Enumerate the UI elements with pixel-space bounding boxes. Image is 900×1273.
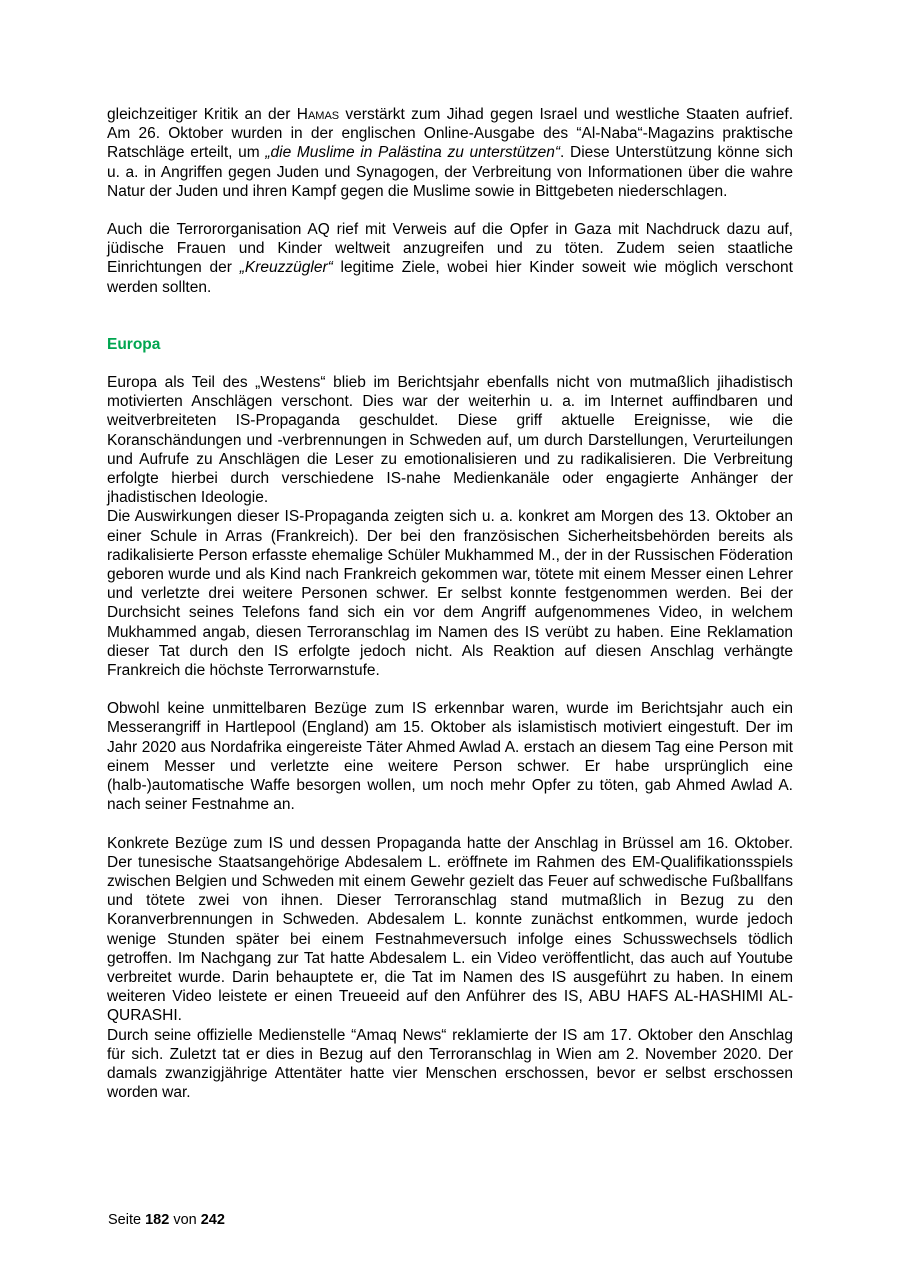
- spacer: [107, 680, 793, 699]
- paragraph-hamas-naba: gleichzeitiger Kritik an der Hamas verstärkt zum Jihad gegen Israel und westliche Staaten aufrief. Am 26. Oktober wurden in der englischen Online-Ausgabe des “Al-Naba“-Magazins praktische Ratschläge erteilt, um „die Muslime in Palästina zu unterstützen“. Diese Unterstützung könne sich u. a. in Angriffen gegen Juden und Synagogen, der Verbreitung von Informationen über die wahre Natur der Juden und ihren Kampf gegen die Muslime sowie in Bittgebeten niederschlagen.: [107, 106, 794, 200]
- paragraph-europa-intro: Europa als Teil des „Westens“ blieb im Berichtsjahr ebenfalls nicht von mutmaßlich jihadistisch motivierten Anschlägen verschont. Dies war der weiterhin u. a. im Internet auffindbaren und weitverbreiteten IS-Propaganda geschuldet. Diese griff aktuelle Ereignisse, wie die Koranschändungen und -verbrennungen in Schweden auf, um durch Darstellungen, Verurteilungen und Aufrufe zu Anschlägen die Leser zu emotionalisieren und zu radikalisieren. Die Verbreitung erfolgte hierbei durch verschiedene IS-nahe Medienkanäle oder engagierte Anhänger der jhadistischen Ideologie.: [107, 374, 793, 507]
- spacer: [107, 297, 793, 335]
- paragraph-bruessel: Konkrete Bezüge zum IS und dessen Propaganda hatte der Anschlag in Brüssel am 16. Oktober. Der tunesische Staatsangehörige Abdesalem L. eröffnete im Rahmen des EM-Qualifikationsspiels zwischen Belgien und Schweden mit einem Gewehr gezielt das Feuer auf schwedische Fußballfans und tötete zwei von ihnen. Dieser Terroranschlag stand mutmaßlich in Bezug zu den Koranverbrennungen in Schweden. Abdesalem L. konnte zunächst entkommen, wurde jedoch wenige Stunden später bei einem Festnahmeversuch infolge eines Schusswechsels tödlich getroffen. Im Nachgang zur Tat hatte Abdesalem L. ein Video veröffentlicht, das auch auf Youtube verbreitet wurde. Darin behauptete er, die Tat im Namen des IS ausgeführt zu haben. In einem weiteren Video leistete er einen Treueeid auf den Anführer des IS, ABU HAFS AL-HASHIMI AL-QURASHI.: [107, 834, 793, 1025]
- document-page: [107, 105, 793, 1102]
- total-page-number: 242: [200, 1212, 225, 1228]
- spacer: [107, 815, 793, 834]
- paragraph-hartlepool: Obwohl keine unmittelbaren Bezüge zum IS erkennbar waren, wurde im Berichtsjahr auch ein Messerangriff in Hartlepool (England) am 15. Oktober als islamistisch motiviert eingestuft. Der im Jahr 2020 aus Nordafrika eingereiste Täter Ahmed Awlad A. erstach an diesem Tag eine Person mit einem Messer und verletzte eine weitere Person schwer. Er habe ursprünglich eine (halb-)automatische Waffe besorgen wollen, um noch mehr Opfer zu töten, gab Ahmed Awlad A. nach seiner Festnahme an.: [107, 700, 793, 814]
- paragraph-amaq: Durch seine offizielle Medienstelle “Amaq News“ reklamierte der IS am 17. Oktober den Anschlag für sich. Zuletzt tat er dies in Bezug auf den Terroranschlag in Wien am 2. November 2020. Der damals zwanzigjährige Attentäter hatte vier Menschen erschossen, bevor er selbst erschossen worden war.: [107, 1026, 793, 1102]
- section-heading-europa: Europa: [107, 335, 161, 353]
- current-page-number: 182: [145, 1212, 170, 1228]
- quote-kreuzzuegler: „Kreuzzügler“: [239, 259, 333, 277]
- page-number-footer: Seite 182 von 242: [108, 1212, 225, 1228]
- spacer: [107, 201, 793, 220]
- spacer: [107, 354, 793, 373]
- paragraph-aq: Auch die Terrororganisation AQ rief mit Verweis auf die Opfer in Gaza mit Nachdruck dazu auf, jüdische Frauen und Kinder weltweit anzugreifen und zu töten. Zudem seien staatliche Einrichtungen der „Kreuzzügler“ legitime Ziele, wobei hier Kinder soweit wie möglich verschont werden sollten.: [107, 221, 793, 296]
- hamas-name: Hamas: [296, 106, 340, 123]
- paragraph-arras: Die Auswirkungen dieser IS-Propaganda zeigten sich u. a. konkret am Morgen des 13. Oktober an einer Schule in Arras (Frankreich). Der bei den französischen Sicherheitsbehörden bereits als radikalisierte Person erfasste ehemalige Schüler Mukhammed M., der in der Russischen Föderation geboren wurde und als Kind nach Frankreich gekommen war, tötete mit einem Messer einen Lehrer und verletzte drei weitere Personen schwer. Er selbst konnte festgenommen werden. Bei der Durchsicht seines Telefons fand sich ein vor dem Angriff aufgenommenes Video, in welchem Mukhammed angab, diesen Terroranschlag im Namen des IS verübt zu haben. Eine Reklamation dieser Tat durch den IS erfolgte jedoch nicht. Als Reaktion auf diesen Anschlag verhängte Frankreich die höchste Terrorwarnstufe.: [107, 508, 793, 680]
- quote-palaestina: „die Muslime in Palästina zu unterstützen“: [265, 144, 561, 162]
